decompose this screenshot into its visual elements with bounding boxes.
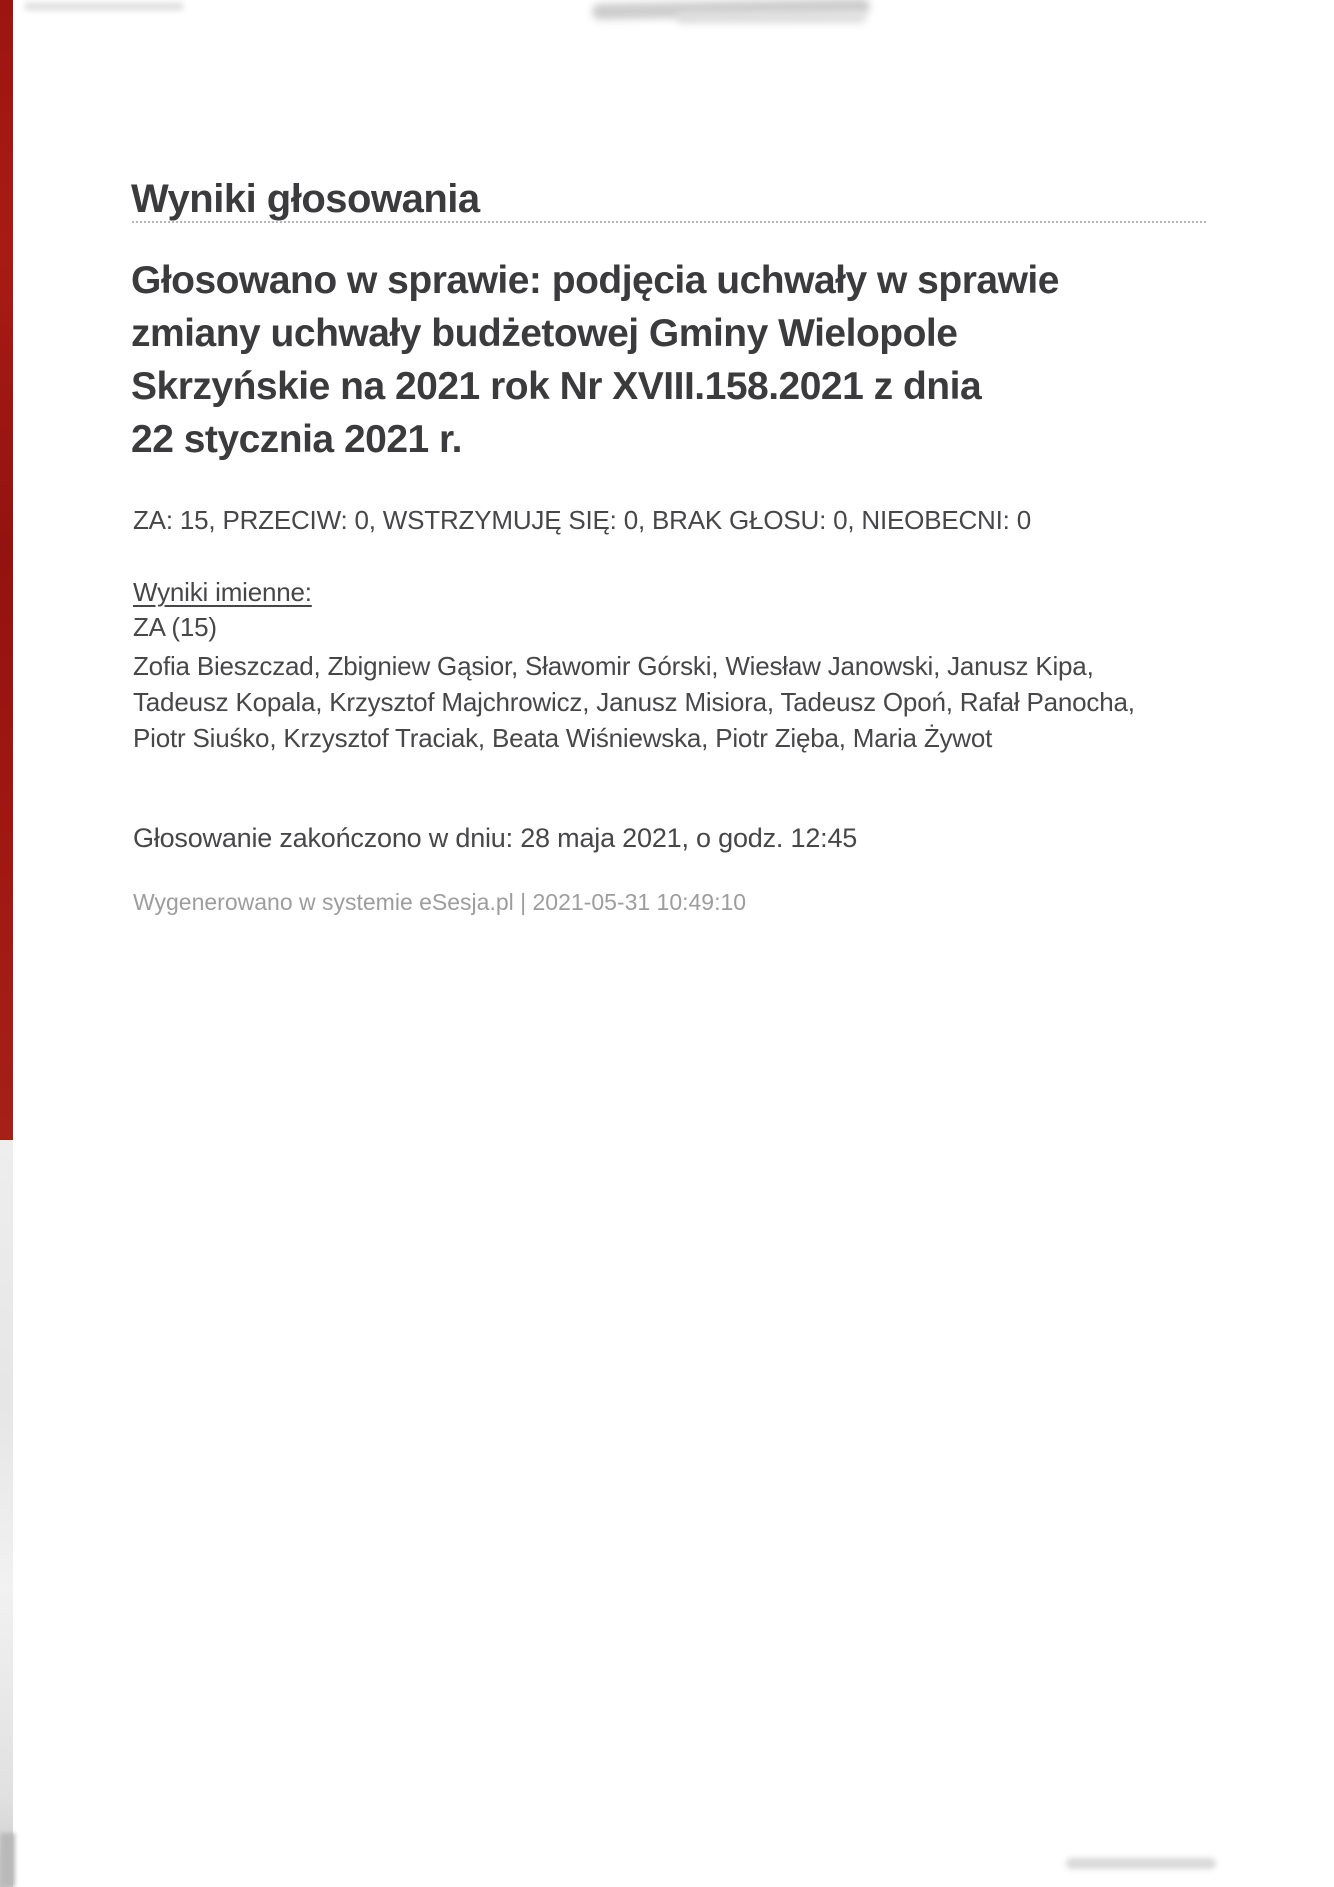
vote-subject-heading <box>131 254 1059 466</box>
za-voters-list <box>133 648 1135 756</box>
named-results-heading: Wyniki imienne: <box>133 577 312 607</box>
scan-smudge-top-left <box>24 2 184 11</box>
vote-summary: ZA: 15, PRZECIW: 0, WSTRZYMUJĘ SIĘ: 0, BRAK GŁOSU: 0, NIEOBECNI: 0 <box>133 505 1031 535</box>
vote-subject-line: 22 stycznia 2021 r. <box>131 418 462 461</box>
scan-gray-edge-blob <box>0 1833 15 1887</box>
voting-closed-line: Głosowanie zakończono w dniu: 28 maja 2021, o godz. 12:45 <box>133 823 858 853</box>
scan-smudge-top-secondary <box>676 12 866 23</box>
vote-subject-line: Głosowano w sprawie: podjęcia uchwały w sprawie <box>131 259 1059 302</box>
za-voters-line: Tadeusz Kopala, Krzysztof Majchrowicz, Janusz Misiora, Tadeusz Opoń, Rafał Panocha, <box>133 687 1135 717</box>
scan-smudge-bottom-right <box>1066 1858 1216 1869</box>
title-separator-line <box>132 221 1206 223</box>
vote-subject-line: zmiany uchwały budżetowej Gminy Wielopole <box>131 312 958 355</box>
za-group-label: ZA (15) <box>133 612 217 642</box>
za-voters-line: Zofia Bieszczad, Zbigniew Gąsior, Sławomir Górski, Wiesław Janowski, Janusz Kipa, <box>133 651 1094 681</box>
vote-subject-line: Skrzyńskie na 2021 rok Nr XVIII.158.2021 z dnia <box>131 365 982 408</box>
scan-red-edge-stripe <box>0 0 13 1140</box>
scan-gray-edge-stripe <box>0 1140 13 1887</box>
za-voters-line: Piotr Siuśko, Krzysztof Traciak, Beata Wiśniewska, Piotr Zięba, Maria Żywot <box>133 723 993 753</box>
generated-footer-line: Wygenerowano w systemie eSesja.pl | 2021-05-31 10:49:10 <box>133 889 747 915</box>
page-title: Wyniki głosowania <box>131 176 480 221</box>
